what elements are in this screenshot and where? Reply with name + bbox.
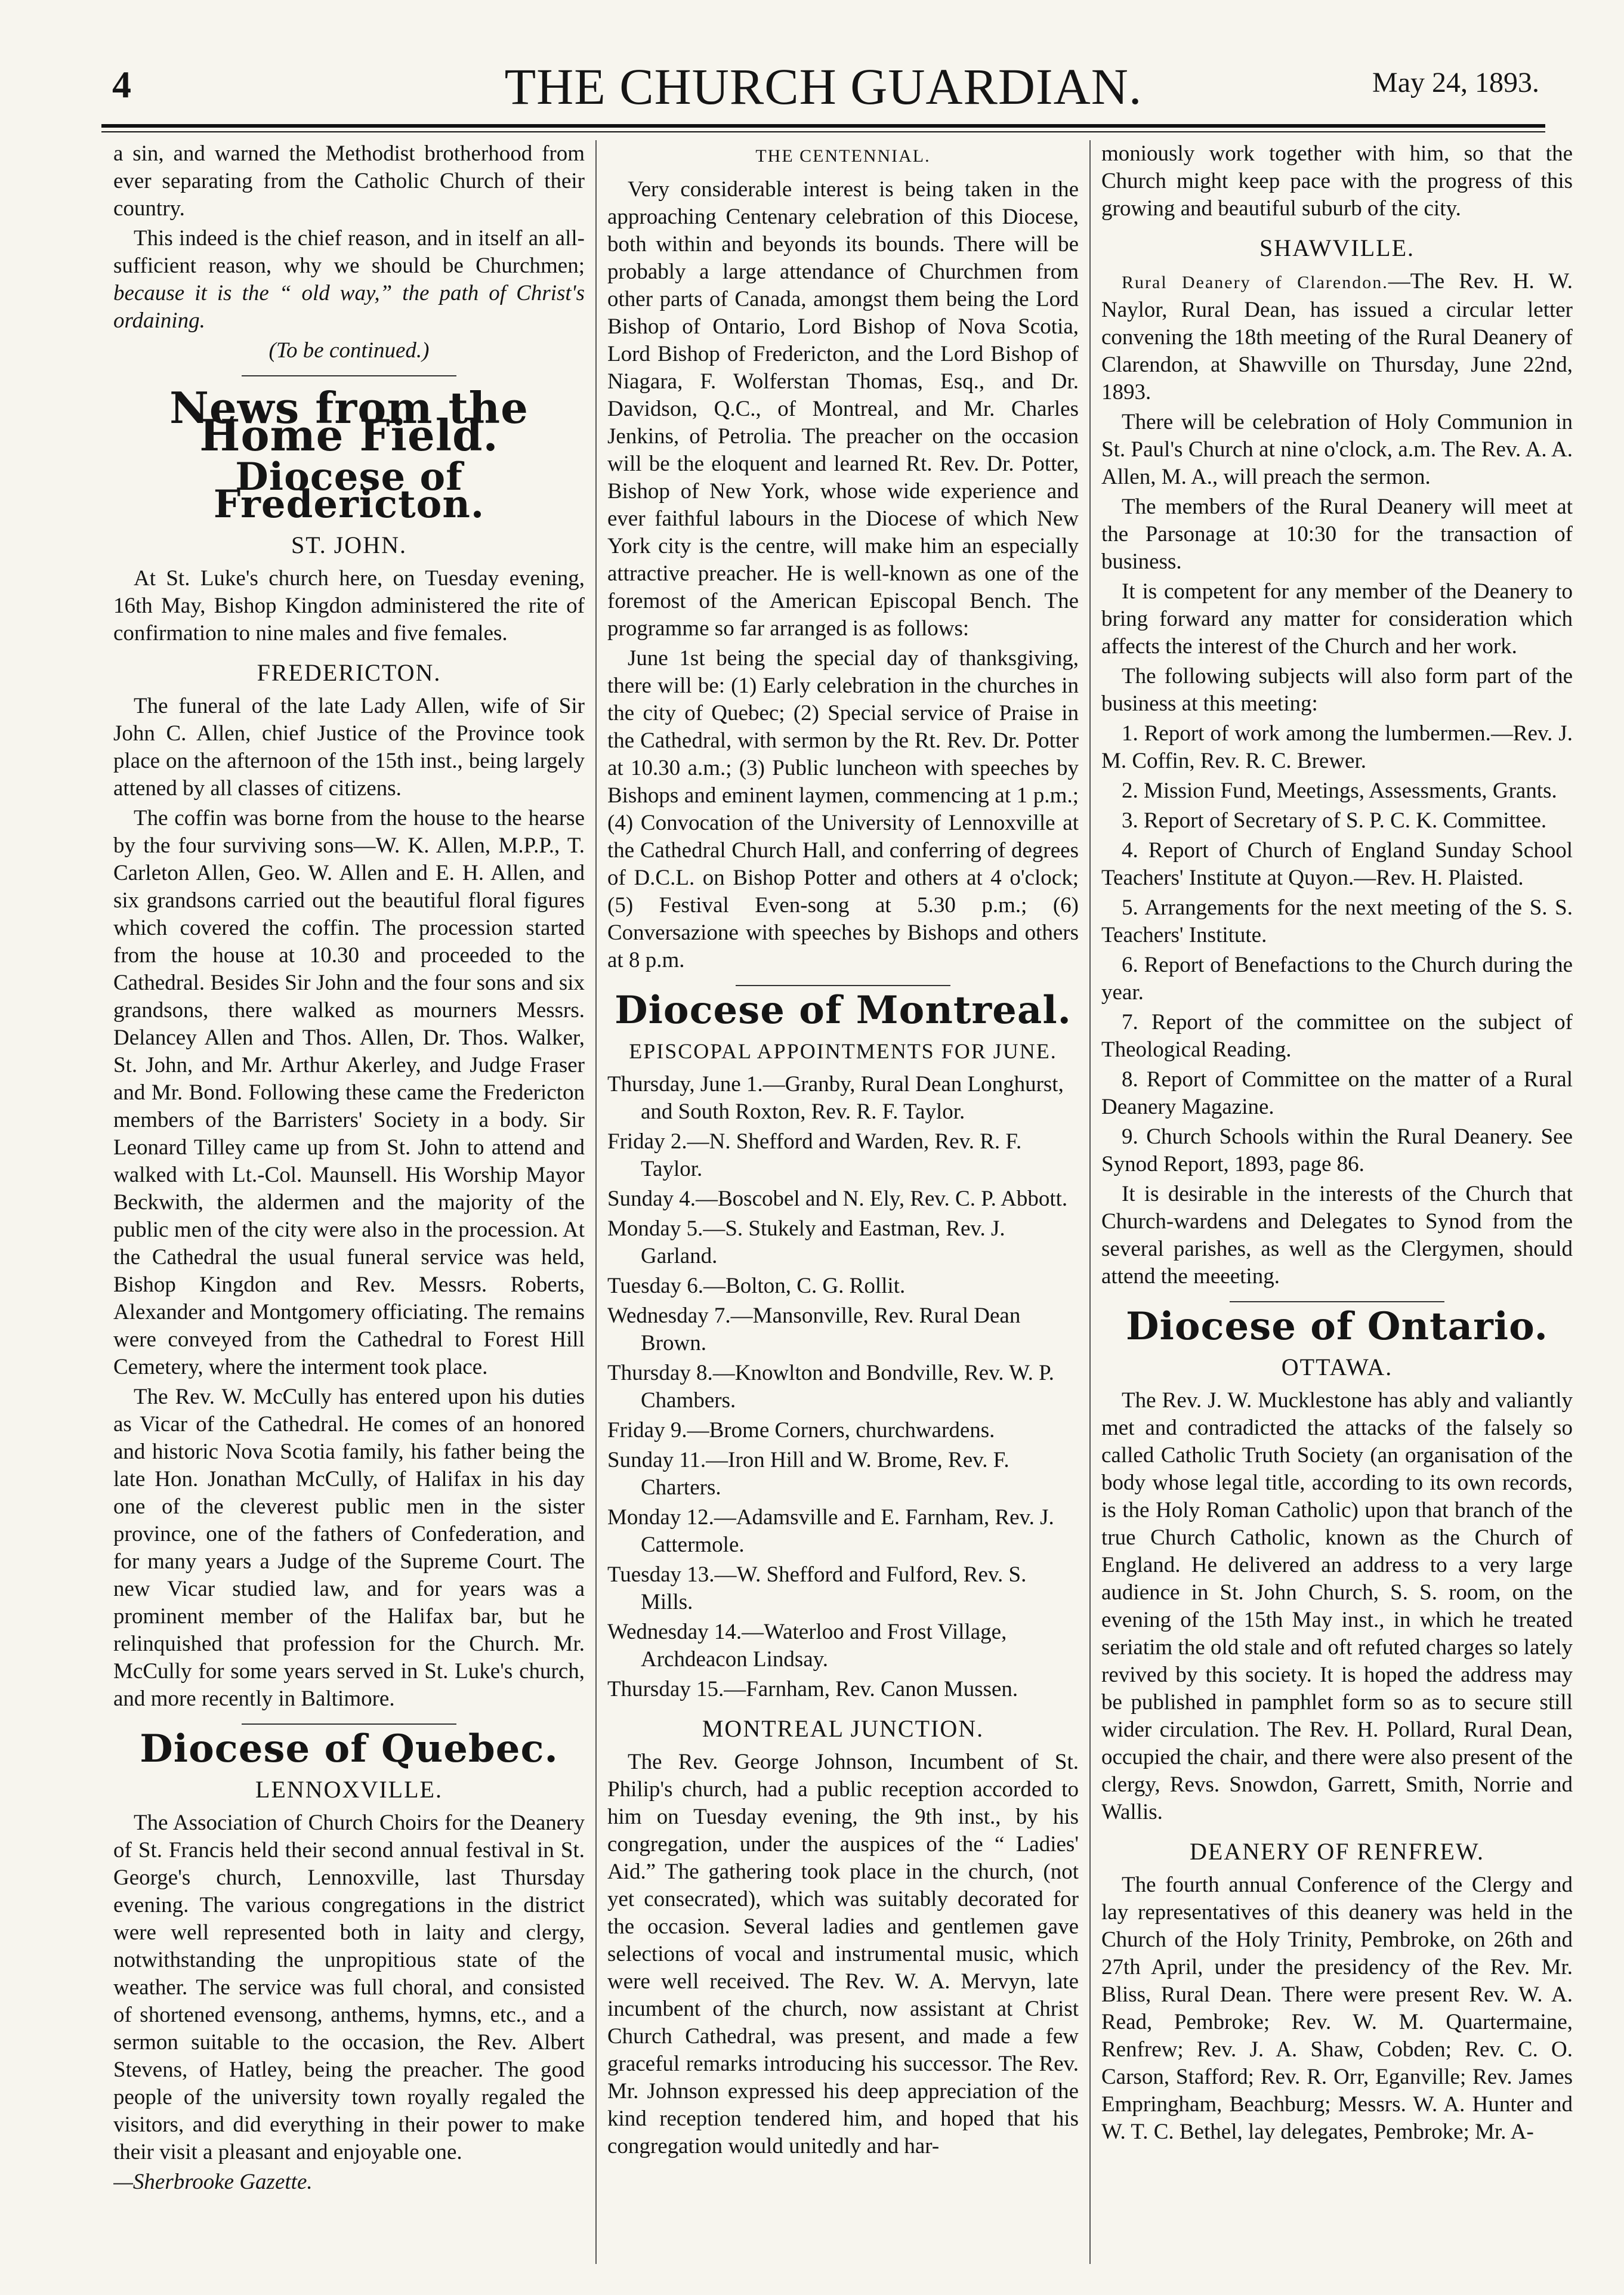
article-paragraph: The members of the Rural Deanery will meet at the Parsonage at 10:30 for the transaction of business. xyxy=(1101,495,1573,574)
masthead xyxy=(101,57,1545,122)
article-paragraph: The Association of Church Choirs for the Deanery of St. Francis held their second annual festival in St. George's church, Lennoxville, last Thursday evening. The various congregations in the district were well represented both in laity and clergy, notwithstanding the unpropitious state of the weather. The service was full choral, and consisted of shortened evensong, anthems, hymns, etc., and a sermon suitable to the occasion, the Rev. Albert Stevens, of Hatley, being the preacher. The good people of the university town royally regaled the visitors, and did everything in their power to make their visit a pleasant and enjoyable one. xyxy=(113,1811,585,2164)
masthead-rule-thin xyxy=(101,131,1545,132)
article-continuation: a sin, and warned the Methodist brotherhood from ever separating from the Catholic Church of their country. xyxy=(113,141,585,221)
article-paragraph: The following subjects will also form part of the business at this meeting: xyxy=(1101,664,1573,716)
subsection-heading: OTTAWA. xyxy=(1281,1354,1393,1380)
appointment-item: Thursday, June 1.—Granby, Rural Dean Longhurst, and South Roxton, Rev. R. F. Taylor. xyxy=(607,1072,1064,1124)
subject-item: 3. Report of Secretary of S. P. C. K. Committee. xyxy=(1122,808,1547,833)
text-span: This indeed is the chief reason, and in itself an all-sufficient reason, why we should be Churchmen; xyxy=(113,226,585,278)
appointment-item: Friday 2.—N. Shefford and Warden, Rev. R. F. Taylor. xyxy=(607,1129,1022,1181)
subsection-heading: DEANERY OF RENFREW. xyxy=(1190,1838,1484,1865)
subsection-heading: MONTREAL JUNCTION. xyxy=(702,1715,984,1742)
subject-item: 2. Mission Fund, Meetings, Assessments, Grants. xyxy=(1122,779,1557,803)
column-3 xyxy=(1101,140,1573,2276)
diocese-heading: Diocese of Fredericton. xyxy=(213,455,485,527)
section-banner: News from the Home Field. xyxy=(169,382,529,461)
diocese-heading: Diocese of Ontario. xyxy=(1126,1304,1548,1349)
appointment-item: Wednesday 7.—Mansonville, Rev. Rural Dean Brown. xyxy=(607,1304,1021,1355)
column-rule xyxy=(595,140,597,2264)
appointment-item: Sunday 4.—Boscobel and N. Ely, Rev. C. P. Abbott. xyxy=(607,1187,1068,1211)
subjects-list xyxy=(1101,720,1573,1178)
source-credit: —Sherbrooke Gazette. xyxy=(113,2170,313,2194)
article-paragraph xyxy=(1101,268,1573,406)
column-2 xyxy=(607,140,1079,2276)
article-paragraph: There will be celebration of Holy Communion in St. Paul's Church at nine o'clock, a.m. The Rev. A. A. Allen, M. A., will preach the sermon. xyxy=(1101,410,1573,489)
appointment-item: Monday 5.—S. Stukely and Eastman, Rev. J. Garland. xyxy=(607,1216,1005,1268)
appointment-item: Friday 9.—Brome Corners, churchwardens. xyxy=(607,1418,995,1443)
article-paragraph: The coffin was borne from the house to the hearse by the four surviving sons—W. K. Allen, M.P.P., T. Carleton Allen, Geo. W. Allen and E. H. Allen, and six grandsons carried out the beautiful floral figures which covered the coffin. The procession started from the house at 10.30 and proceeded to the Cathedral. Besides Sir John and the four sons and six grandsons, there walked as mourners Messrs. Delancey Allen and Thos. Allen, Dr. Thos. Walker, St. John, and Mr. Arthur Akerley, and Judge Fraser and Mr. Bond. Following these came the Fredericton members of the Barristers' Society in a body. Sir Leonard Tilley came up from St. John to attend and walked with Lt.-Col. Maunsell. His Worship Mayor Beckwith, the aldermen and the majority of the public men of the city were also in the procession. At the Cathedral the usual funeral service was held, Bishop Kingdon and Rev. Messrs. Roberts, Alexander and Montgomery officiating. The remains were conveyed from the Cathedral to Forest Hill Cemetery, where the interment took place. xyxy=(113,806,585,1379)
column-rule xyxy=(1089,140,1091,2264)
article-paragraph: The funeral of the late Lady Allen, wife of Sir John C. Allen, chief Justice of the Province took place on the afternoon of the 15th inst., being largely attened by all classes of citizens. xyxy=(113,694,585,801)
continued-note: (To be continued.) xyxy=(268,338,430,363)
article-paragraph: It is desirable in the interests of the Church that Church-wardens and Delegates to Synod from the several parishes, as well as the Clergymen, should attend the meeeting. xyxy=(1101,1182,1573,1289)
subsection-heading: THE CENTENNIAL. xyxy=(755,146,931,166)
article-paragraph: The fourth annual Conference of the Clergy and lay representatives of this deanery was held in the Church of the Holy Trinity, Pembroke, on 26th and 27th April, under the presidency of the Rev. Mr. Bliss, Rural Dean. There were present Rev. W. A. Read, Pembroke; Rev. W. M. Quartermaine, Renfrew; Rev. J. A. Shaw, Cobden; Rev. C. O. Carson, Stafford; Rev. R. Orr, Eganville; Rev. James Empringham, Beachburg; Messrs. W. A. Hunter and W. T. C. Bethel, lay delegates, Pembroke; Mr. A- xyxy=(1101,1873,1573,2144)
subject-item: 1. Report of work among the lumbermen.—Rev. J. M. Coffin, Rev. R. C. Brewer. xyxy=(1101,721,1573,773)
subject-item: 7. Report of the committee on the subject of Theological Reading. xyxy=(1101,1010,1573,1062)
article-paragraph: The Rev. W. McCully has entered upon his duties as Vicar of the Cathedral. He comes of an honored and historic Nova Scotia family, his father being the late Hon. Jonathan McCully, of Halifax in his day one of the cleverest public men in the sister province, one of the fathers of Confederation, and for many years a Judge of the Supreme Court. The new Vicar studied law, and for years was a prominent member of the Halifax bar, but he relinquished that profession for the Church. Mr. McCully for some years served in St. Luke's church, and more recently in Baltimore. xyxy=(113,1385,585,1711)
subsection-heading: ST. JOHN. xyxy=(291,532,407,558)
subject-item: 5. Arrangements for the next meeting of the S. S. Teachers' Institute. xyxy=(1101,895,1573,947)
issue-date: May 24, 1893. xyxy=(1372,67,1539,98)
column-1 xyxy=(113,140,585,2276)
article-paragraph: The Rev. J. W. Mucklestone has ably and valiantly met and contradicted the attacks of the falsely so called Catholic Truth Society (an organisation of the body whose legal title, according to its own records, is the Holy Roman Catholic) upon that branch of the true Church Catholic, known as the Church of England. He delivered an address to a very large audience in St. John Church, S. S. room, on the evening of the 15th May inst., in which he treated seriatim the old stale and oft refuted charges so lately revived by this society. It is hoped the address may be published in pamphlet form so as to secure still wider circulation. The Rev. H. Pollard, Rural Dean, occupied the chair, and there were also present of the clergy, Revs. Snowdon, Garrett, Smith, Norrie and Wallis. xyxy=(1101,1388,1573,1824)
subsection-heading: EPISCOPAL APPOINTMENTS FOR JUNE. xyxy=(629,1039,1057,1063)
newspaper-title: THE CHURCH GUARDIAN. xyxy=(504,58,1143,115)
appointments-list xyxy=(607,1071,1079,1703)
subject-item: 9. Church Schools within the Rural Deanery. See Synod Report, 1893, page 86. xyxy=(1101,1125,1573,1176)
subsection-heading: SHAWVILLE. xyxy=(1259,234,1415,261)
subsection-heading: FREDERICTON. xyxy=(257,659,441,686)
page-number: 4 xyxy=(112,63,131,106)
appointment-item: Tuesday 6.—Bolton, C. G. Rollit. xyxy=(607,1274,906,1298)
article-paragraph: June 1st being the special day of thanksgiving, there will be: (1) Early celebration in the churches in the city of Quebec; (2) Special service of Praise in the Cathedral, with sermon by the Rt. Rev. Dr. Potter at 10.30 a.m.; (3) Public luncheon with speeches by Bishops and eminent laymen, commencing at 1 p.m.; (4) Convocation of the University of Lennoxville at the Cathedral Church Hall, and conferring of degrees of D.C.L. on Bishop Potter and others at 4 o'clock; (5) Festival Even-song at 5.30 p.m.; (6) Conversazione with speeches by Bishops and others at 8 p.m. xyxy=(607,646,1079,972)
lead-in: Rural Deanery of Clarendon. xyxy=(1122,273,1388,292)
masthead-rule-thick xyxy=(101,124,1545,128)
section-divider xyxy=(242,1723,456,1725)
appointment-item: Monday 12.—Adamsville and E. Farnham, Rev. J. Cattermole. xyxy=(607,1505,1054,1557)
appointment-item: Wednesday 14.—Waterloo and Frost Village, Archdeacon Lindsay. xyxy=(607,1620,1007,1672)
section-divider xyxy=(242,375,456,376)
diocese-heading: Diocese of Quebec. xyxy=(140,1726,558,1771)
text-span: —The Rev. H. W. Naylor, Rural Dean, has issued a circular letter convening the 18th meeting of the Rural Deanery of Clarendon, at Shawville on Thursday, June 22nd, 1893. xyxy=(1101,269,1573,404)
article-paragraph: It is competent for any member of the Deanery to bring forward any matter for consideration which affects the interest of the Church and her work. xyxy=(1101,579,1573,659)
section-divider xyxy=(1230,1301,1444,1302)
article-continuation: moniously work together with him, so that the Church might keep pace with the progress of this growing and beautiful suburb of the city. xyxy=(1101,141,1573,221)
italic-span: because it is the “ old way,” the path of Christ's ordaining. xyxy=(113,281,585,333)
appointment-item: Thursday 15.—Farnham, Rev. Canon Mussen. xyxy=(607,1677,1018,1701)
subject-item: 6. Report of Benefactions to the Church during the year. xyxy=(1101,953,1573,1005)
diocese-heading: Diocese of Montreal. xyxy=(615,988,1072,1033)
section-divider xyxy=(736,985,950,986)
appointment-item: Sunday 11.—Iron Hill and W. Brome, Rev. F. Charters. xyxy=(607,1448,1009,1500)
article-paragraph: The Rev. George Johnson, Incumbent of St. Philip's church, had a public reception accorded to him on Tuesday evening, the 9th inst., by his congregation, under the auspices of the “ Ladies' Aid.” The gathering took place in the church, (not yet consecrated), which was suitably decorated for the occasion. Several ladies and gentlemen gave selections of vocal and instrumental music, which were well received. The Rev. W. A. Mervyn, late incumbent of the church, now assistant at Christ Church Cathedral, was present, and made a few graceful remarks introducing his successor. The Rev. Mr. Johnson expressed his deep appreciation of the kind reception tendered him, and hoped that his congregation would unitedly and har- xyxy=(607,1750,1079,2158)
article-paragraph xyxy=(113,225,585,335)
article-paragraph: Very considerable interest is being taken in the approaching Centenary celebration of this Diocese, both within and beyonds its bounds. There will be probably a large attendance of Churchmen from other parts of Canada, amongst them being the Lord Bishop of Ontario, Lord Bishop of Nova Scotia, Lord Bishop of Fredericton, and the Lord Bishop of Niagara, F. Wolferstan Thomas, Esq., and Dr. Davidson, Q.C., of Montreal, and Mr. Charles Jenkins, of Petrolia. The preacher on the occasion will be the eloquent and learned Rt. Rev. Dr. Potter, Bishop of New York, whose wide experience and ever faithful labours in the Diocese of which New York city is the centre, will make him an especially attractive preacher. He is well-known as one of the foremost of the American Episcopal Bench. The programme so far arranged is as follows: xyxy=(607,177,1079,641)
subsection-heading: LENNOXVILLE. xyxy=(255,1776,443,1803)
appointment-item: Thursday 8.—Knowlton and Bondville, Rev. W. P. Chambers. xyxy=(607,1361,1054,1413)
subject-item: 8. Report of Committee on the matter of a Rural Deanery Magazine. xyxy=(1101,1067,1573,1119)
article-paragraph: At St. Luke's church here, on Tuesday evening, 16th May, Bishop Kingdon administered the rite of confirmation to nine males and five females. xyxy=(113,566,585,645)
subject-item: 4. Report of Church of England Sunday School Teachers' Institute at Quyon.—Rev. H. Plaisted. xyxy=(1101,838,1573,890)
appointment-item: Tuesday 13.—W. Shefford and Fulford, Rev. S. Mills. xyxy=(607,1562,1027,1614)
